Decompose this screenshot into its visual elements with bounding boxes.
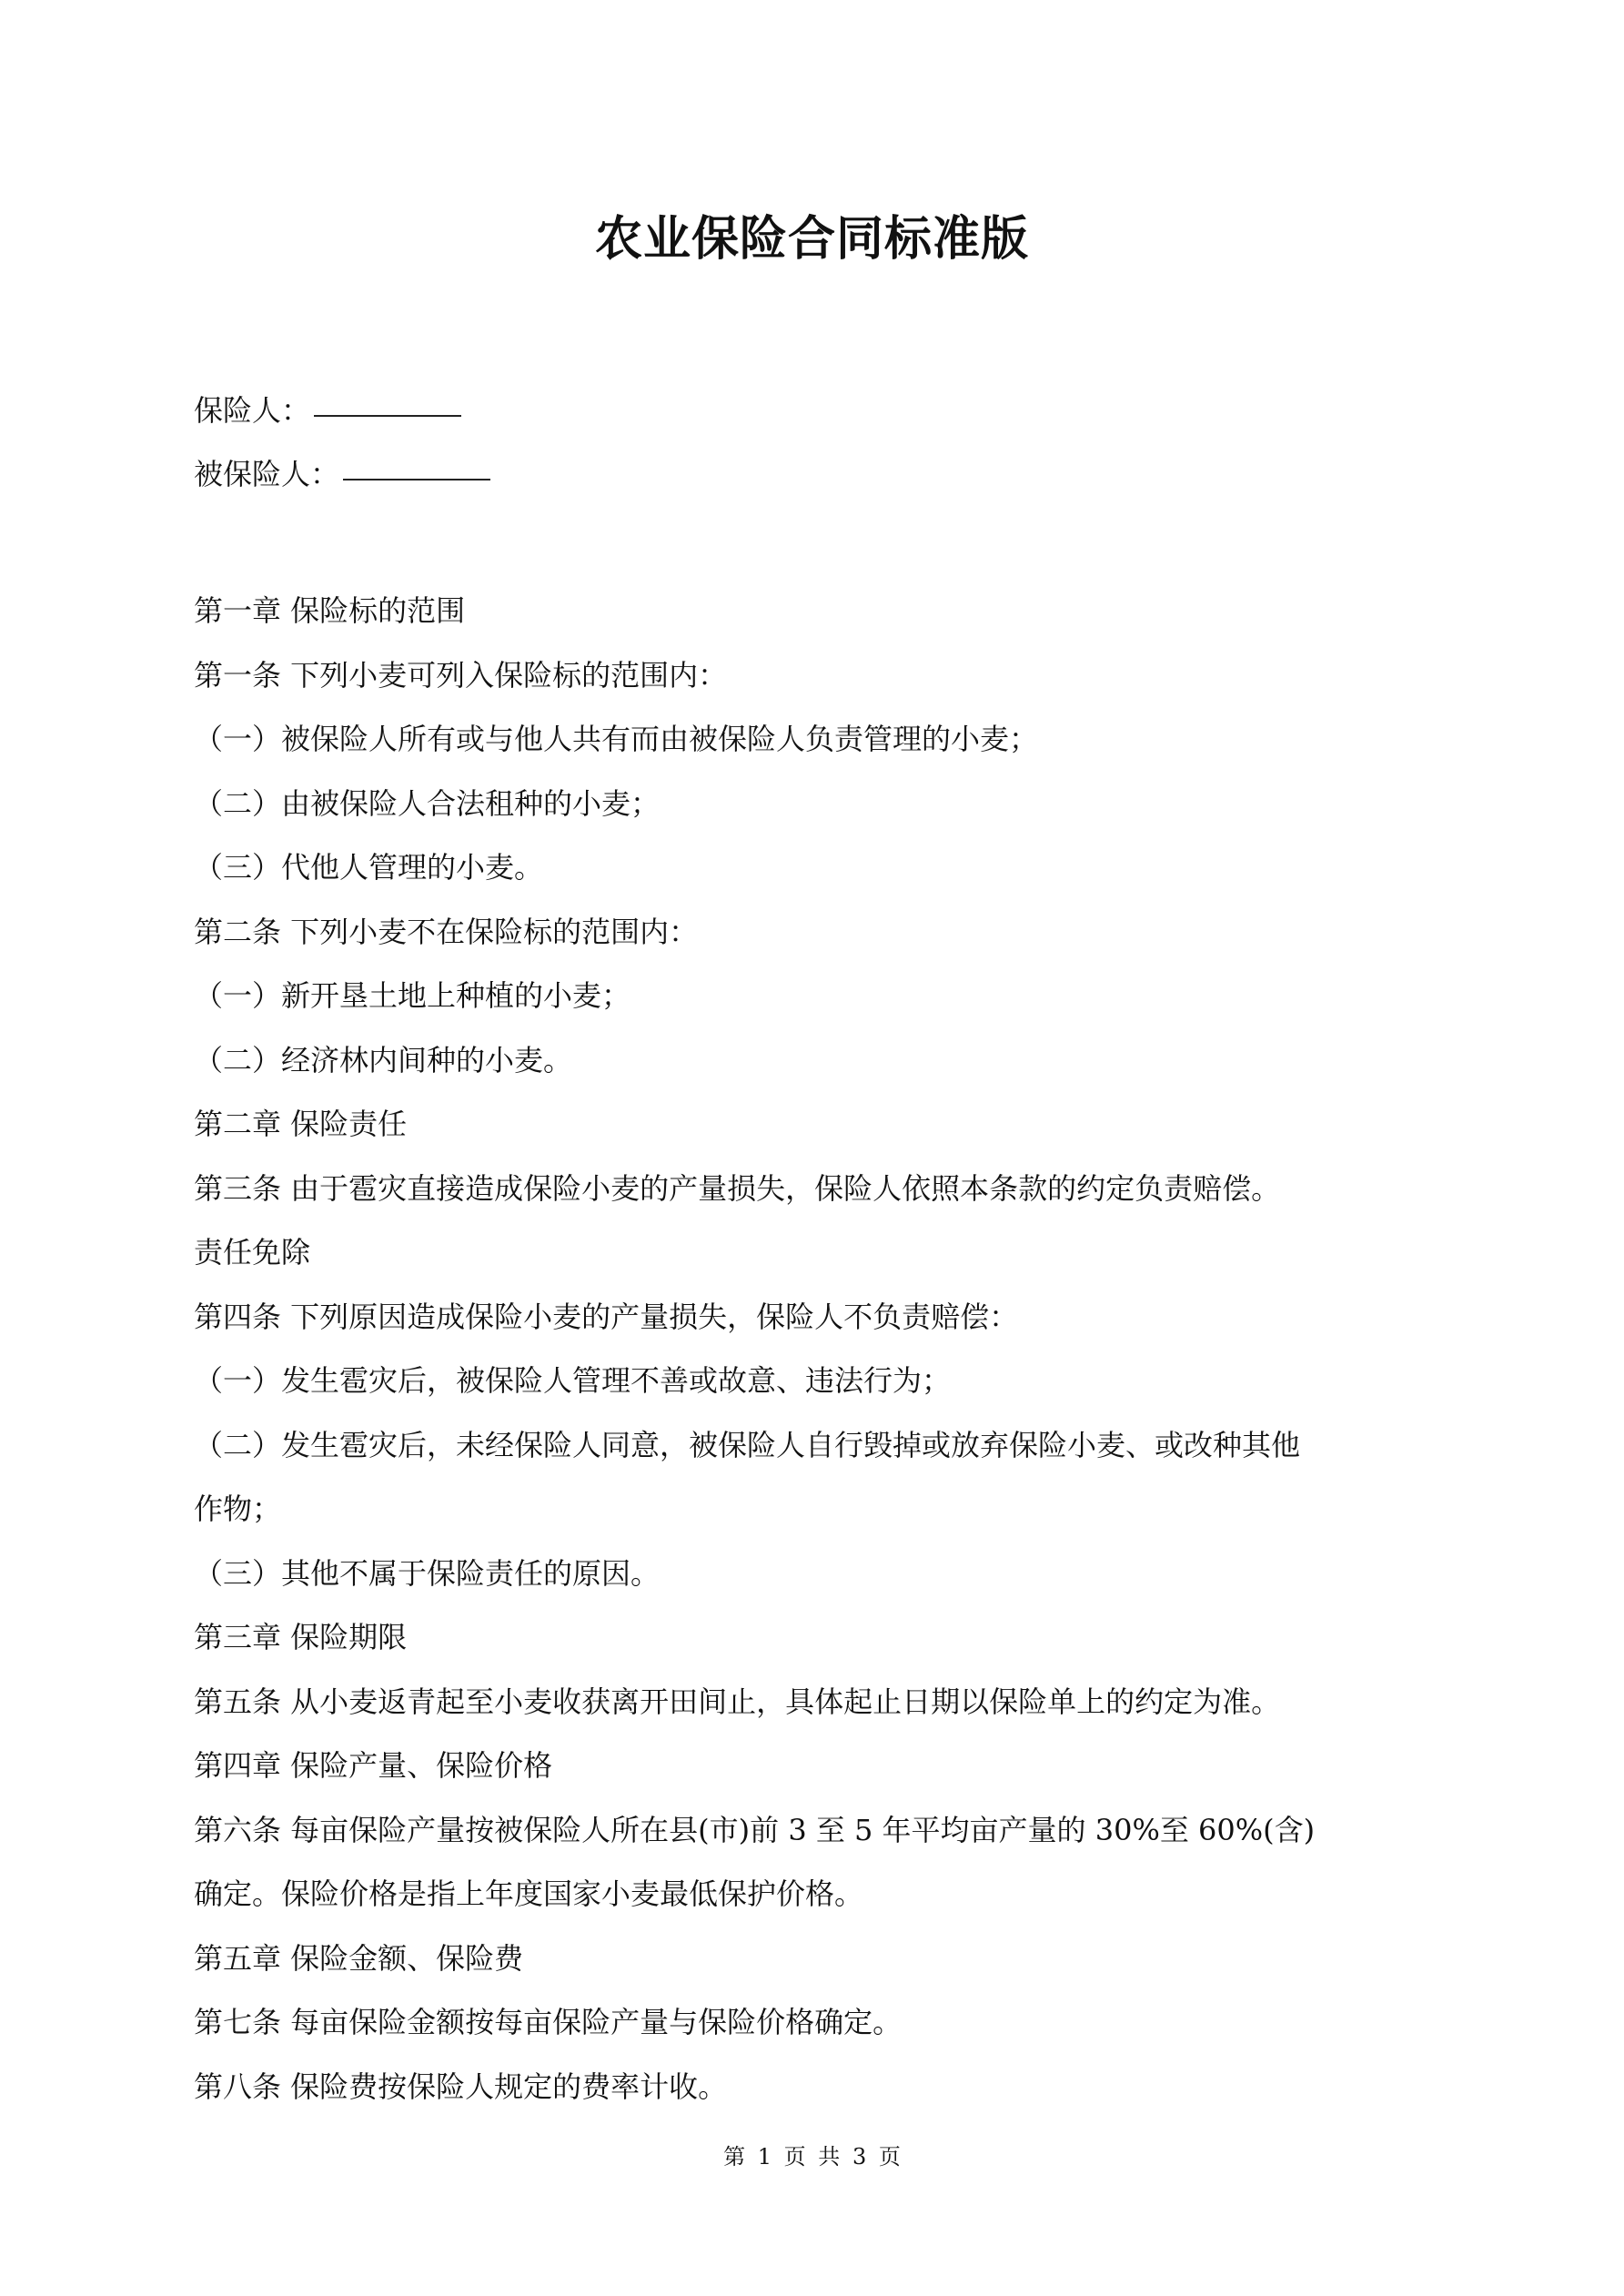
article-2-item-1: （一）新开垦土地上种植的小麦； xyxy=(194,978,631,1013)
document-title: 农业保险合同标准版 xyxy=(594,212,1029,267)
article-4-item-2-cont: 作物； xyxy=(194,1492,282,1526)
article-7: 第七条 每亩保险金额按每亩保险产量与保险价格确定。 xyxy=(194,2005,903,2039)
chapter-5-heading: 第五章 保险金额、保险费 xyxy=(194,1940,524,1976)
article-1-item-3: （三）代他人管理的小麦。 xyxy=(194,850,544,885)
article-4-item-1: （一）发生雹灾后，被保险人管理不善或故意、违法行为； xyxy=(194,1363,952,1398)
insurer-line xyxy=(194,379,1449,442)
article-1-item-2: （二）由被保险人合法租种的小麦； xyxy=(194,785,661,821)
article-5: 第五条 从小麦返青起至小麦收获离开田间止，具体起止日期以保险单上的约定为准。 xyxy=(194,1684,1281,1719)
article-1: 第一条 下列小麦可列入保险标的范围内： xyxy=(194,657,728,693)
exclusions-heading: 责任免除 xyxy=(194,1235,311,1269)
chapter-4-heading: 第四章 保险产量、保险价格 xyxy=(194,1748,553,1783)
insurer-blank xyxy=(314,393,461,417)
article-2: 第二条 下列小麦不在保险标的范围内： xyxy=(194,914,699,949)
insured-line xyxy=(194,442,1449,506)
chapter-3-heading: 第三章 保险期限 xyxy=(194,1620,408,1654)
page-footer: 第 1 页 共 3 页 xyxy=(723,2144,901,2170)
article-6-cont: 确定。保险价格是指上年度国家小麦最低保护价格。 xyxy=(194,1876,864,1911)
article-4: 第四条 下列原因造成保险小麦的产量损失，保险人不负责赔偿： xyxy=(194,1299,1019,1334)
insured-blank xyxy=(343,457,490,480)
contract-body xyxy=(194,579,1449,2119)
article-4-item-3: （三）其他不属于保险责任的原因。 xyxy=(194,1555,661,1591)
article-2-item-2: （二）经济林内间种的小麦。 xyxy=(194,1042,573,1077)
insured-label: 被保险人： xyxy=(194,457,340,491)
article-4-item-2: （二）发生雹灾后，未经保险人同意，被保险人自行毁掉或放弃保险小麦、或改种其他 xyxy=(194,1427,1301,1462)
article-6: 第六条 每亩保险产量按被保险人所在县(市)前 3 至 5 年平均亩产量的 30%至 60%(含) xyxy=(194,1812,1316,1847)
article-1-item-1: （一）被保险人所有或与他人共有而由被保险人负责管理的小麦； xyxy=(194,722,1039,756)
chapter-1-heading: 第一章 保险标的范围 xyxy=(194,593,466,628)
article-3: 第三条 由于雹灾直接造成保险小麦的产量损失，保险人依照本条款的约定负责赔偿。 xyxy=(194,1170,1281,1206)
chapter-2-heading: 第二章 保险责任 xyxy=(194,1107,408,1141)
article-8: 第八条 保险费按保险人规定的费率计收。 xyxy=(194,2068,728,2104)
parties-section xyxy=(194,379,1449,506)
insurer-label: 保险人： xyxy=(194,393,311,428)
